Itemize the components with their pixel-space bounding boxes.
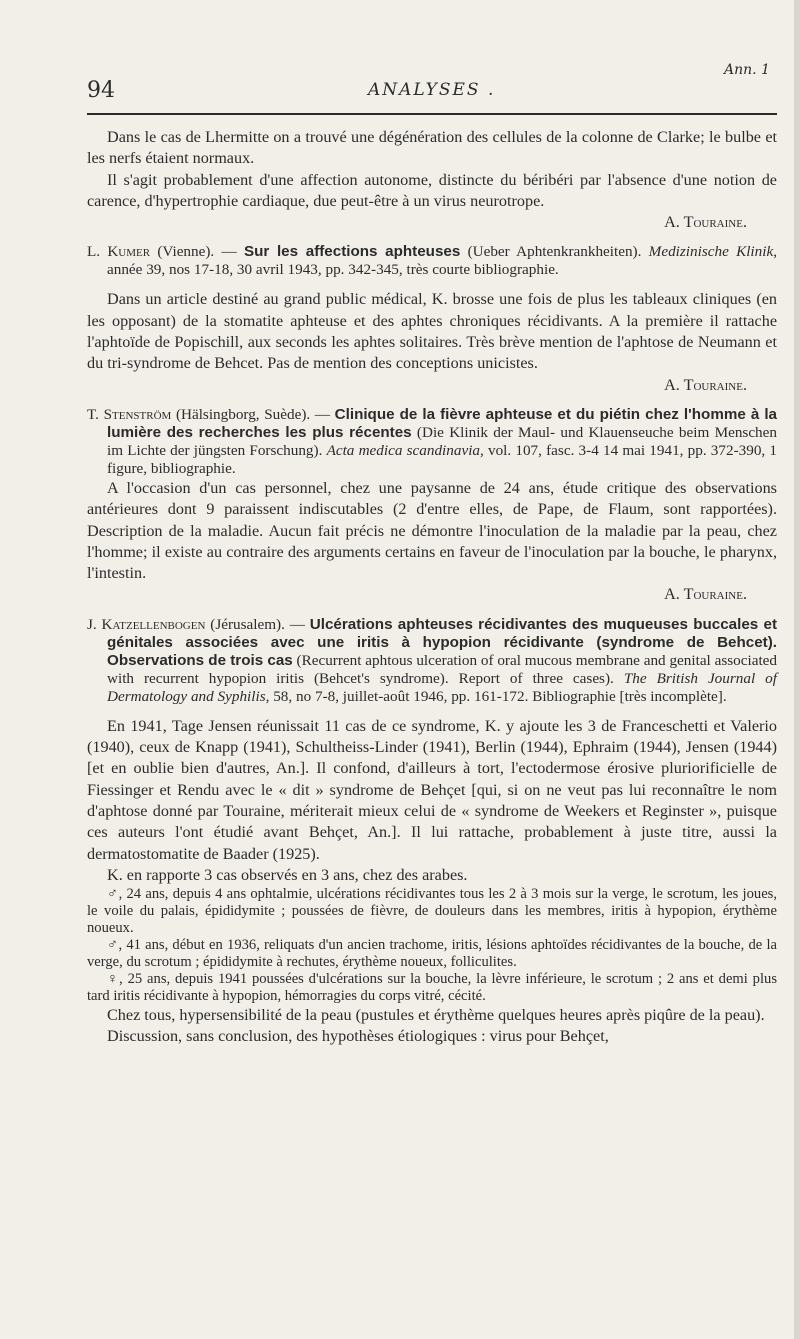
paragraph: Chez tous, hypersensibilité de la peau (pustules et érythème quelques heures après piqûre de la peau). bbox=[107, 1006, 765, 1025]
signature: A. Touraine. bbox=[664, 375, 747, 394]
entry-title: Sur les affections aphteuses bbox=[243, 243, 461, 261]
entry-title: Clinique de la fièvre aphteuse et du piétin chez l'homme à la lumière des recherches les plus récentes bbox=[107, 405, 777, 441]
entry-author: J. Katzellenbogen bbox=[87, 615, 206, 633]
paragraph: Il s'agit probablement d'une affection autonome, distincte du béribéri par l'absence d'une notion de carence, d'hypertrophie cardiaque, due peut-être à un virus neurotrope. bbox=[87, 170, 777, 210]
case-report: ♀, 25 ans, depuis 1941 poussées d'ulcérations sur la bouche, la lèvre inférieure, le scrotum ; 2 ans et demi plus tard iritis récidivante à hypopion, hémorragies du corps vitré, cécité. bbox=[87, 971, 777, 1005]
entry-details: , vol. 107, fasc. 3-4 14 mai 1941, pp. 372-390, 1 figure, bibliographie. bbox=[107, 441, 777, 477]
entry-original-title: (Die Klinik der Maul- und Klauenseuche beim Menschen im Lichte der jüngsten Forschung). bbox=[107, 423, 777, 459]
entry-original-title: (Recurrent aphtous ulceration of oral mucous membrane and genital associated with recurrent hypopion iritis (Behcet's syndrome). Report of three cases). bbox=[107, 651, 777, 687]
entry-journal: Acta medica scandinavia bbox=[326, 441, 481, 459]
entry-author: T. Stenström bbox=[87, 405, 172, 423]
running-header-right: Ann. 1 bbox=[724, 62, 770, 78]
entry-title: Ulcérations aphteuses récidivantes des muqueuses buccales et génitales associées avec une iritis à hypopion récidivante (syndrome de Behcet). Observations de trois cas bbox=[107, 615, 778, 669]
running-title: ANALYSES . bbox=[368, 80, 496, 100]
paragraph: Dans le cas de Lhermitte on a trouvé une dégénération des cellules de la colonne de Clarke; le bulbe et les nerfs étaient normaux. bbox=[87, 128, 777, 168]
entry-place: (Hälsingborg, Suède). — bbox=[171, 405, 335, 423]
page-edge bbox=[794, 0, 800, 1339]
bibliographic-entry bbox=[87, 243, 777, 279]
entry-details: , 58, no 7-8, juillet-août 1946, pp. 161-172. Bibliographie [très incomplète]. bbox=[265, 687, 727, 705]
paragraph: K. en rapporte 3 cas observés en 3 ans, chez des arabes. bbox=[107, 865, 468, 884]
signature: A. Touraine. bbox=[664, 213, 747, 232]
paragraph: En 1941, Tage Jensen réunissait 11 cas de ce syndrome, K. y ajoute les 3 de Franceschetti et Valerio (1940), ceux de Knapp (1941), Schultheiss-Linder (1941), Berlin (1944), Ephraim (1944), Jensen (1944) [et en oublie bien d'autres, An.]. Il confond, d'ailleurs à tort, l'ectodermose érosive pluriorificielle de Fiessinger et Rendu avec le « dit » syndrome de Behçet [qui, si on ne veut pas lui reconnaître le nom d'aphtose donné par Touraine, mériterait mieux celui de « syndrome de Weekers et Reginster », puisque ces auteurs l'ont étudié avant Behçet, An.]. Il lui rattache, probablement à juste titre, aussi la dermatostomatite de Baader (1925). bbox=[87, 716, 777, 863]
entry-place: (Vienne). — bbox=[150, 243, 244, 261]
entry-journal: The British Journal of Dermatology and Syphilis bbox=[107, 669, 777, 705]
paragraph: A l'occasion d'un cas personnel, chez une paysanne de 24 ans, étude critique des observations antérieures dont 9 paraissent indiscutables (2 d'entre elles, de Pape, de Flaum, sont rapportées). Description de la maladie. Aucun fait précis ne démontre l'inoculation de la maladie par la peau, chez l'homme; il existe au contraire des arguments certains en faveur de l'inoculation par la bouche, le pharynx, l'intestin. bbox=[87, 478, 777, 583]
entry-place: (Jérusalem). — bbox=[205, 615, 310, 633]
page-number: 94 bbox=[87, 78, 115, 103]
header-rule bbox=[87, 113, 777, 115]
paragraph: Dans un article destiné au grand public médical, K. brosse une fois de plus les tableaux cliniques (en les opposant) de la stomatite aphteuse et des aphtes chroniques récidivants. A la première il rattache l'aphtoïde de Popischill, aux seconds les aphtes solitaires. Très brève mention de l'aphtose de Neumann et du tri-syndrome de Behcet. Pas de mention des conceptions unicistes. bbox=[87, 290, 777, 373]
entry-original-title: (Ueber Aphtenkrankheiten). bbox=[460, 243, 649, 261]
paragraph: Discussion, sans conclusion, des hypothèses étiologiques : virus pour Behçet, bbox=[107, 1027, 609, 1046]
case-report: ♂, 24 ans, depuis 4 ans ophtalmie, ulcérations récidivantes tous les 2 à 3 mois sur la verge, le scrotum, les joues, le voile du palais, épididymite ; poussées de fièvre, de douleurs dans les membres, iritis à hypopion, érythème noueux. bbox=[87, 886, 777, 937]
case-report: ♂, 41 ans, début en 1936, reliquats d'un ancien trachome, iritis, lésions aphtoïdes récidivantes de la bouche, de la verge, du scrotum ; épididymite à rechutes, érythème noueux, folliculites. bbox=[87, 937, 777, 971]
entry-author: L. Kumer bbox=[87, 243, 151, 261]
entry-journal: Medizinische Klinik bbox=[648, 243, 774, 261]
signature: A. Touraine. bbox=[664, 585, 747, 604]
body-text bbox=[87, 127, 777, 1048]
entry-details: , année 39, nos 17-18, 30 avril 1943, pp. 342-345, très courte bibliographie. bbox=[107, 243, 777, 279]
bibliographic-entry bbox=[87, 616, 777, 706]
bibliographic-entry bbox=[87, 406, 777, 478]
